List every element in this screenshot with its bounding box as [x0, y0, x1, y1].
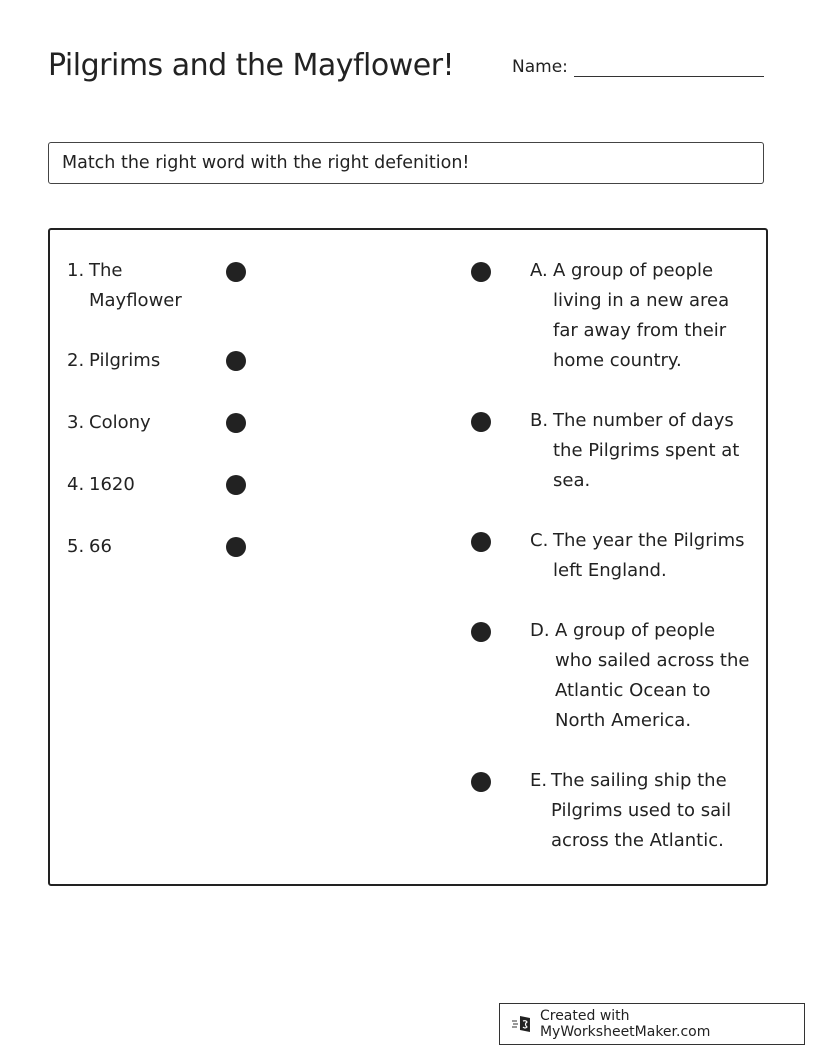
term-text: Pilgrims: [89, 350, 161, 371]
term-number: 2.: [67, 350, 85, 371]
term-item-5: [67, 532, 112, 562]
worksheet-maker-logo-icon: [512, 1014, 534, 1034]
term-dot-5[interactable]: [226, 537, 246, 557]
footer-text: Created with MyWorksheetMaker.com: [539, 1008, 711, 1040]
term-dot-3[interactable]: [226, 413, 246, 433]
term-text: Colony: [89, 412, 151, 433]
page-title: Pilgrims and the Mayflower!: [48, 48, 455, 83]
definition-text: The year the Pilgrims left England.: [553, 530, 745, 581]
definition-dot-b[interactable]: [471, 412, 491, 432]
definition-letter: C.: [530, 530, 549, 551]
definition-dot-d[interactable]: [471, 622, 491, 642]
term-text: 1620: [89, 474, 135, 495]
term-item-4: [67, 470, 135, 500]
name-label: Name:: [512, 57, 568, 77]
term-item-3: [67, 408, 151, 438]
instructions-text: Match the right word with the right defenition!: [62, 153, 470, 173]
definition-item-d: [530, 616, 752, 736]
definition-item-c: [530, 526, 750, 586]
definition-text: A group of people living in a new area far away from their home country.: [553, 260, 730, 371]
definition-letter: E.: [530, 770, 548, 791]
term-item-2: [67, 346, 160, 376]
definition-item-a: [530, 256, 750, 376]
term-number: 3.: [67, 412, 85, 433]
definition-letter: D.: [530, 620, 550, 641]
definition-dot-c[interactable]: [471, 532, 491, 552]
term-text: The Mayflower: [89, 260, 182, 311]
definition-dot-a[interactable]: [471, 262, 491, 282]
definition-dot-e[interactable]: [471, 772, 491, 792]
definition-letter: B.: [530, 410, 549, 431]
definition-item-b: [530, 406, 750, 496]
term-number: 1.: [67, 260, 85, 281]
definition-text: The number of days the Pilgrims spent at sea.: [553, 410, 740, 491]
term-dot-2[interactable]: [226, 351, 246, 371]
definition-text: A group of people who sailed across the Atlantic Ocean to North America.: [555, 620, 750, 731]
name-field-group: [512, 52, 764, 77]
matching-panel: [48, 228, 768, 886]
instructions-box: [48, 142, 764, 184]
definition-letter: A.: [530, 260, 548, 281]
definition-text: The sailing ship the Pilgrims used to sail across the Atlantic.: [551, 770, 732, 851]
term-dot-4[interactable]: [226, 475, 246, 495]
definition-item-e: [530, 766, 750, 856]
footer-badge[interactable]: [499, 1003, 805, 1045]
term-number: 4.: [67, 474, 85, 495]
term-number: 5.: [67, 536, 85, 557]
term-item-1: [67, 256, 197, 316]
term-dot-1[interactable]: [226, 262, 246, 282]
term-text: 66: [89, 536, 112, 557]
name-input-line[interactable]: [574, 52, 764, 77]
